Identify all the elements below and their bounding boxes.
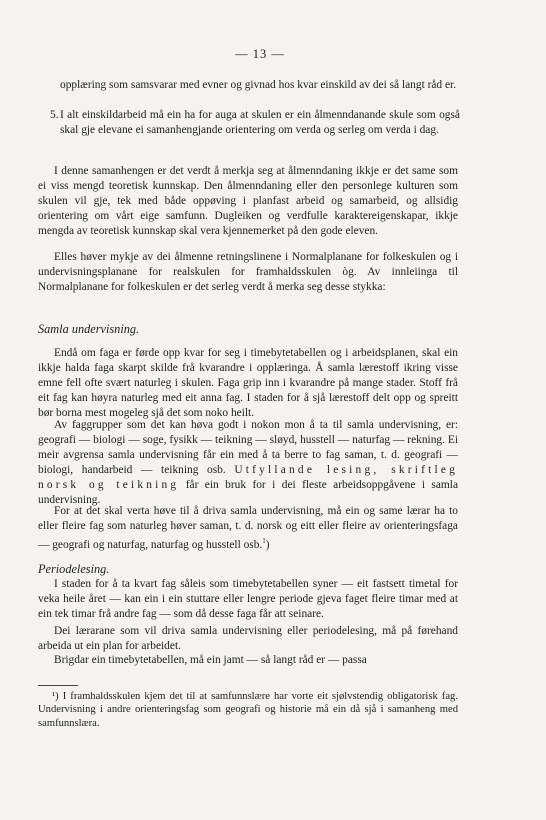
list-item-text: I alt einskildarbeid må ein ha for auga at skulen er ein ålmenndanande skule som også skal gje elevane ei samanhengjande orientering om verda og serleg om verda i dag. (60, 109, 460, 136)
paragraph: For at det skal verta høve til å driva samla undervisning, må ein og same lærar ha to eller fleire fag som naturleg høver saman, t. d. norsk og eitt eller fleire av orienteringsfaga — geografi og naturfag, naturfag og husstell osb.$^1$) (38, 505, 458, 551)
list-item-number: 5. (50, 109, 59, 121)
footnote-reference: 1 (262, 536, 266, 545)
paragraph-text: For at det skal verta høve til å driva samla undervisning, må ein og same lærar ha to eller fleire fag som naturleg høver saman, t. d. norsk og eitt eller fleire av orienteringsfaga — geografi og naturfag, naturfag og husstell osb. (38, 505, 458, 551)
paragraph: Endå om faga er førde opp kvar for seg i timebytetabellen og i arbeidsplanen, skal ein ikkje halda faga skarpt skilde frå kvarandre i opplæringa. Å samla lærestoff ikring visse emne fell ofte svært naturleg i skulen. Faga grip inn i kvarandre på mange stader. Stoff frå eit fag kan høyra naturleg med eit anna fag. I staden for å sjå lærestoff delt opp og spreitt bør borna mest mogeleg sjå det som noko heilt. (38, 347, 458, 419)
list-item-5 (50, 108, 460, 138)
list-item-continuation: opplæring som samsvarar med evner og givnad hos kvar einskild av dei så langt råd er. (60, 79, 457, 91)
paragraph: Brigdar ein timebytetabellen, må ein jamt — så langt råd er — passa (54, 654, 367, 666)
paragraph-text: får ein bruk for i dei fleste arbeidsoppgåvene i samla undervisning. (38, 478, 458, 506)
paragraph: I staden for å ta kvart fag såleis som timebytetabellen syner — eit fastsett timetal for veka heile året — kan ein i ein stuttare eller lengre periode gjeva faget fleire timar med at ein tek timar frå andre fag — som då desse faga får att seinare. (38, 578, 458, 620)
paragraph (38, 418, 458, 507)
footnote-mark: ¹) (52, 691, 59, 702)
paragraph: Elles høver mykje av dei ålmenne retningslinene i Normalplanane for folkeskulen og i undervisningsplanane for realskulen for framhaldsskulen òg. Av innleiinga til Normalplanane for folkeskulen er det serleg verdt å merka seg desse stykka: (38, 251, 458, 293)
section-heading: Periodelesing. (38, 562, 110, 576)
paragraph: Dei lærarane som vil driva samla undervisning eller periodelesing, må på førehand arbeida ut ein plan for arbeidet. (38, 625, 458, 652)
page-number: — 13 — (235, 47, 285, 61)
paragraph: I denne samanhengen er det verdt å merkja seg at ålmenndaning ikkje er det same som ei viss mengd teoretisk kunnskap. Den ålmenndaning eller den personlege kulturen som skulen vil gje, tek med både oppøving i planfast arbeid og samarbeid, og allsidig orientering om vårt eige samfunn. Dugleiken og verdfulle karaktereigenskapar, ikkje mengda av teoretisk kunnskap skal vera kjennemerket på den gode eleven. (38, 165, 458, 237)
footnote (38, 690, 458, 730)
paragraph-text: Av faggrupper som det kan høva godt i nokon mon å ta til samla undervisning, er: geografi — biologi — soge, fysikk — teikning — sløyd, husstell — naturfag — rekning. Ei meir avgrensa samla undervisning får ein med å ta berre to fag saman, t. d. geografi — biologi, handarbeid — teikning osb. (38, 419, 458, 476)
footnote-text: I framhaldsskulen kjem det til at samfunnslære har vorte eit sjølvstendig obligatorisk fag. Undervisning i andre orienteringsfag som geografi og historie må ein då sjå i samanheng med samfunnslæra. (38, 691, 458, 729)
section-heading: Samla undervisning. (38, 322, 140, 336)
footnote-divider (38, 685, 78, 686)
spaced-text: Utfyllande lesing, skriftleg norsk og teikning (38, 463, 458, 491)
